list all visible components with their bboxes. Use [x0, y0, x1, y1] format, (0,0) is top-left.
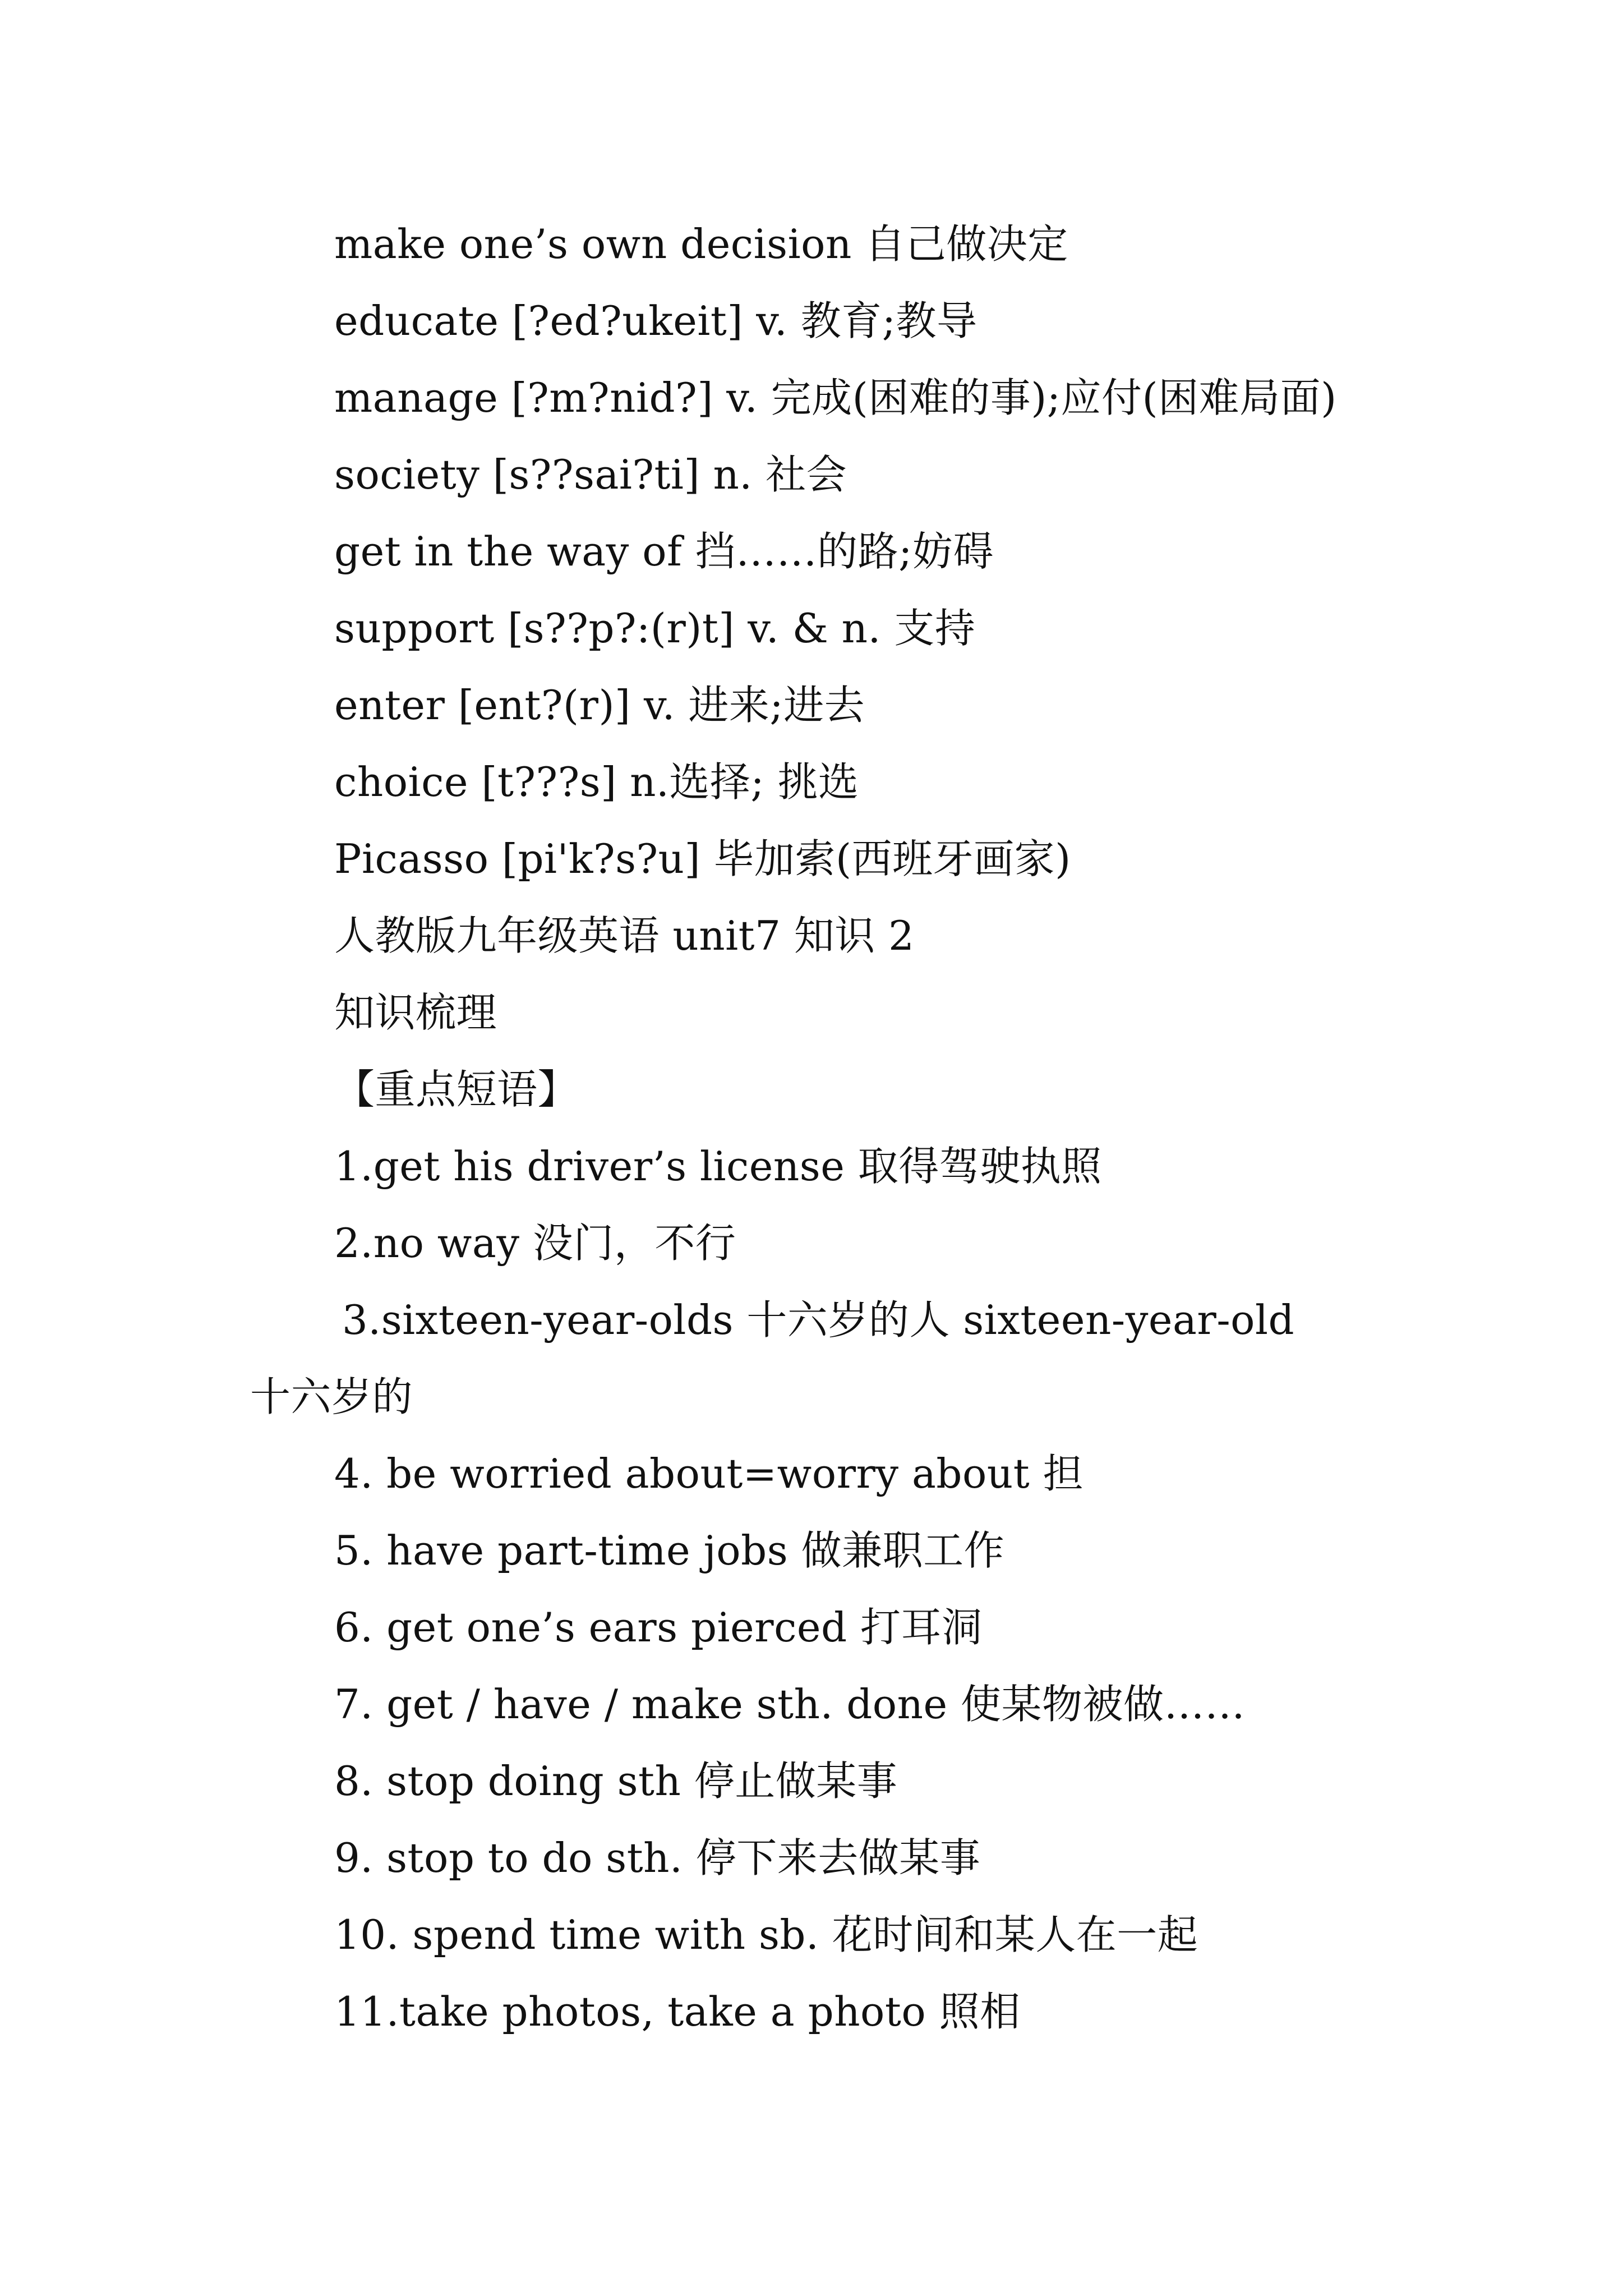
vocab-line: enter [ent?(r)] v. 进来;进去: [334, 682, 865, 729]
vocab-line: society [s??sai?ti] n. 社会: [334, 451, 847, 498]
phrase-line: 1.get his driver’s license 取得驾驶执照: [334, 1143, 1102, 1190]
phrase-line: 4. be worried about=worry about 担: [334, 1450, 1084, 1497]
vocab-line: support [s??p?:(r)t] v. & n. 支持: [334, 605, 976, 652]
vocab-line: educate [?ed?ukeit] v. 教育;教导: [334, 297, 978, 344]
vocab-line: manage [?m?nid?] v. 完成(困难的事);应付(困难局面): [334, 374, 1337, 421]
subsection-title: 知识梳理: [334, 989, 497, 1036]
phrase-line: 10. spend time with sb. 花时间和某人在一起: [334, 1911, 1198, 1958]
phrase-line: 5. have part-time jobs 做兼职工作: [334, 1527, 1005, 1574]
section-title: 人教版九年级英语 unit7 知识 2: [334, 912, 915, 959]
phrase-line: 9. stop to do sth. 停下来去做某事: [334, 1834, 981, 1881]
phrase-line: 2.no way 没门，不行: [334, 1220, 736, 1267]
phrase-line: 3.sixteen-year-olds 十六岁的人 sixteen-year-old: [342, 1296, 1295, 1343]
phrases-heading: 【重点短语】: [334, 1066, 579, 1113]
phrase-line: 11.take photos, take a photo 照相: [334, 1988, 1021, 2035]
phrase-line: 7. get / have / make sth. done 使某物被做……: [334, 1681, 1246, 1728]
phrase-line-continuation: 十六岁的: [250, 1373, 413, 1420]
phrase-line: 8. stop doing sth 停止做某事: [334, 1757, 898, 1805]
phrase-line: 6. get one’s ears pierced 打耳洞: [334, 1604, 983, 1651]
vocab-line: make one’s own decision 自己做决定: [334, 220, 1068, 268]
vocab-line: choice [t???s] n.选择; 挑选: [334, 758, 859, 806]
vocab-line: get in the way of 挡……的路;妨碍: [334, 528, 994, 575]
vocab-line: Picasso [pi'k?s?u] 毕加索(西班牙画家): [334, 835, 1071, 882]
